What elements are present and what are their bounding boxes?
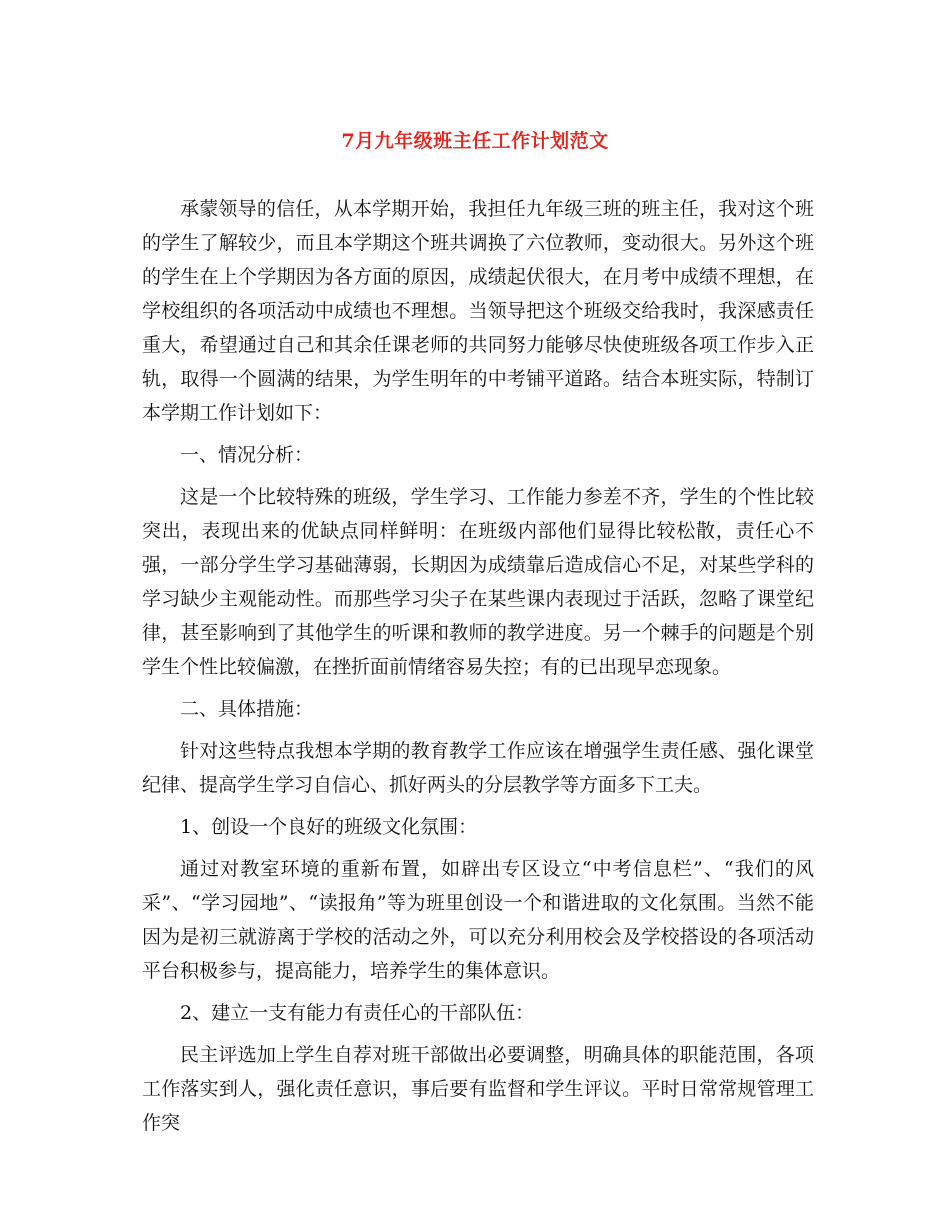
heading-situation-analysis: 一、情况分析： (180, 444, 314, 466)
paragraph-intro: 承蒙领导的信任，从本学期开始，我担任九年级三班的班主任，我对这个班的学生了解较少，而且本学期这个班共调换了六位教师，变动很大。另外这个班的学生在上个学期因为各方面的原因，成绩起伏很大，在月考中成绩不理想，在学校组织的各项活动中成绩也不理想。当领导把这个班级交给我时，我深感责任重大，希望通过自己和其余任课老师的共同努力能够尽快使班级各项工作步入正轨，取得一个圆满的结果，为学生明年的中考铺平道路。结合本班实际，特制订本学期工作计划如下： (142, 198, 814, 424)
heading-measure-2: 2、建立一支有能力有责任心的干部队伍： (180, 1002, 535, 1024)
paragraph-measure-2: 民主评选加上学生自荐对班干部做出必要调整，明确具体的职能范围，各项工作落实到人，强化责任意识，事后要有监督和学生评议。平时日常常规管理工作突 (142, 1044, 814, 1134)
paragraph-measure-1: 通过对教室环境的重新布置，如辟出专区设立“中考信息栏”、“我们的风采”、“学习园地”、“读报角”等为班里创设一个和谐进取的文化氛围。当然不能因为是初三就游离于学校的活动之外，可以充分利用校会及学校搭设的各项活动平台积极参与，提高能力，培养学生的集体意识。 (142, 858, 814, 982)
paragraph-measures: 针对这些特点我想本学期的教育教学工作应该在增强学生责任感、强化课堂纪律、提高学生学习自信心、抓好两头的分层教学等方面多下工夫。 (142, 740, 814, 796)
heading-measures: 二、具体措施： (180, 698, 314, 720)
paragraph-situation: 这是一个比较特殊的班级，学生学习、工作能力参差不齐，学生的个性比较突出，表现出来的优缺点同样鲜明：在班级内部他们显得比较松散，责任心不强，一部分学生学习基础薄弱，长期因为成绩靠后造成信心不足，对某些学科的学习缺少主观能动性。而那些学习尖子在某些课内表现过于活跃，忽略了课堂纪律，甚至影响到了其他学生的听课和教师的教学进度。另一个棘手的问题是个别学生个性比较偏激，在挫折面前情绪容易失控；有的已出现早恋现象。 (142, 486, 814, 678)
document-title: 7月九年级班主任工作计划范文 (341, 130, 609, 152)
heading-measure-1: 1、创设一个良好的班级文化氛围： (180, 816, 478, 838)
document-body (142, 192, 814, 1148)
